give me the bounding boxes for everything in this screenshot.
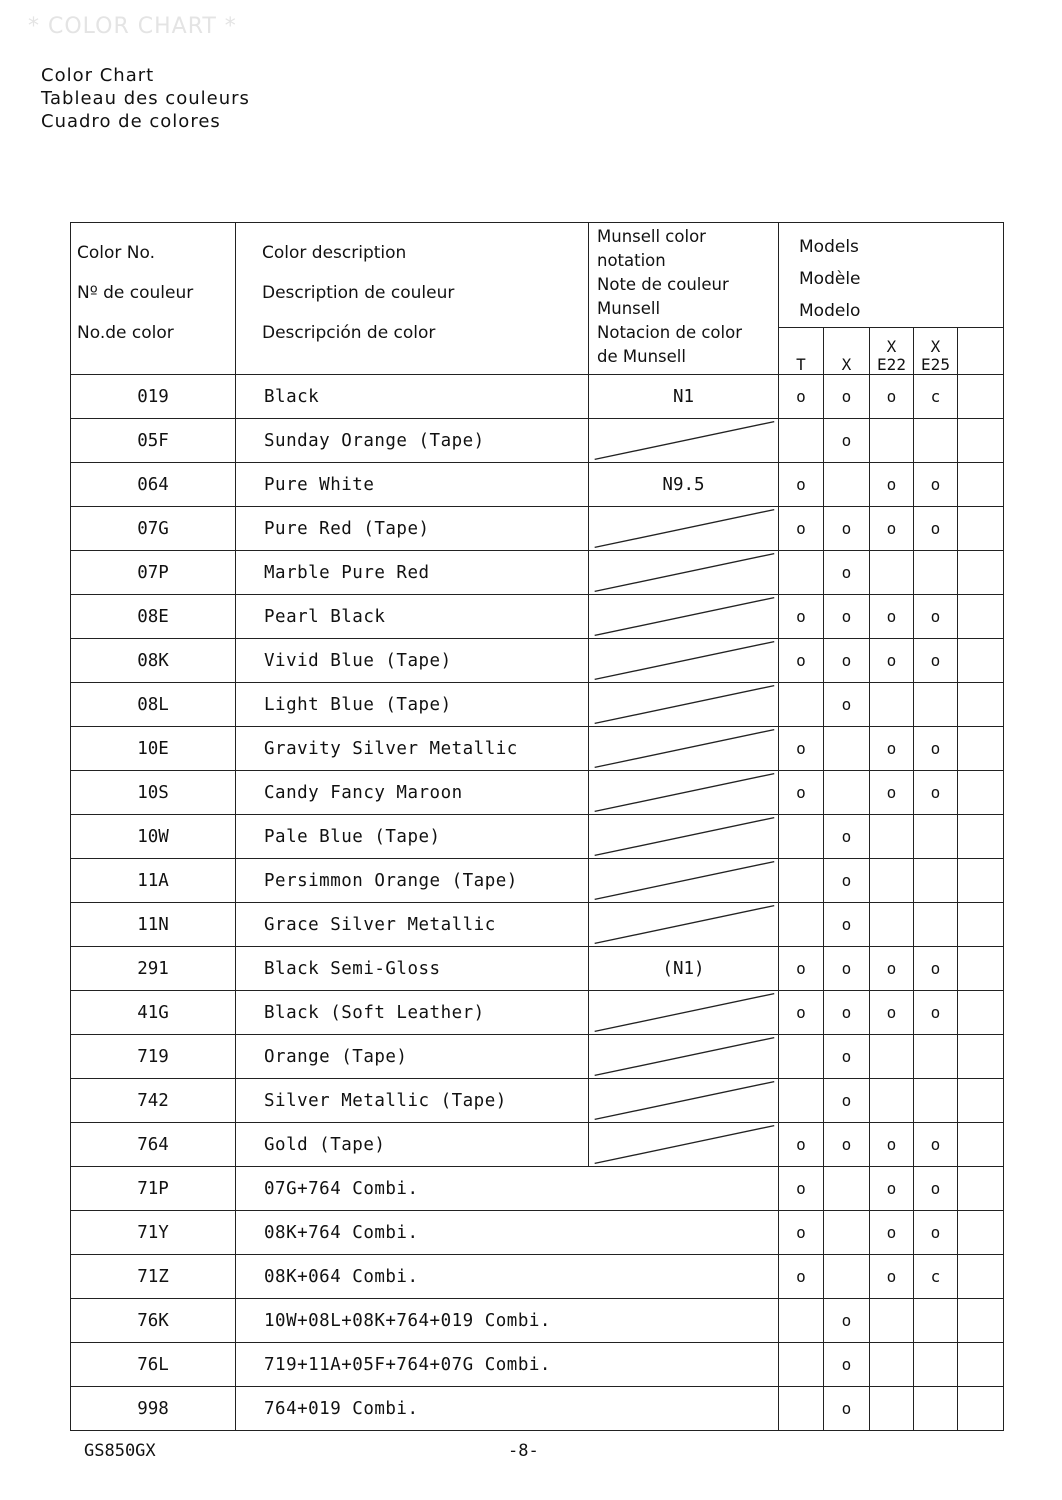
color-number: 719: [71, 1035, 236, 1079]
model-availability-mark: [870, 1387, 914, 1431]
model-availability-mark: [958, 903, 1004, 947]
model-availability-mark: o: [824, 1343, 870, 1387]
model-availability-mark: [870, 859, 914, 903]
color-description: Vivid Blue (Tape): [236, 639, 589, 683]
color-description: Pearl Black: [236, 595, 589, 639]
model-availability-mark: [870, 903, 914, 947]
model-availability-mark: [958, 1211, 1004, 1255]
color-number: 764: [71, 1123, 236, 1167]
model-availability-mark: [914, 1079, 958, 1123]
model-availability-mark: o: [870, 1211, 914, 1255]
model-availability-mark: o: [824, 1079, 870, 1123]
diagonal-slash: [589, 815, 778, 858]
model-availability-mark: [958, 771, 1004, 815]
model-availability-mark: o: [824, 1299, 870, 1343]
diagonal-slash: [589, 683, 778, 726]
model-availability-mark: [958, 639, 1004, 683]
model-availability-mark: [914, 1343, 958, 1387]
model-availability-mark: [958, 1343, 1004, 1387]
model-availability-mark: o: [870, 639, 914, 683]
color-description: Pale Blue (Tape): [236, 815, 589, 859]
title-english: Color Chart: [41, 65, 155, 86]
title-french: Tableau des couleurs: [41, 88, 250, 109]
table-row: [71, 463, 1004, 507]
color-description: Pure White: [236, 463, 589, 507]
color-description: Gold (Tape): [236, 1123, 589, 1167]
header-description-es: Descripción de color: [262, 323, 436, 343]
model-availability-mark: [958, 815, 1004, 859]
header-color-no-es: No.de color: [77, 323, 174, 343]
color-number: 064: [71, 463, 236, 507]
model-availability-mark: [914, 551, 958, 595]
color-number: 71Y: [71, 1211, 236, 1255]
table-row: [71, 991, 1004, 1035]
model-availability-mark: [779, 815, 824, 859]
model-availability-mark: [958, 1255, 1004, 1299]
color-number: 019: [71, 375, 236, 419]
color-number: 76L: [71, 1343, 236, 1387]
model-availability-mark: [870, 1035, 914, 1079]
diagonal-slash: [589, 639, 778, 682]
color-number: 10E: [71, 727, 236, 771]
diagonal-slash: [589, 903, 778, 946]
table-row: [71, 1343, 1004, 1387]
model-availability-mark: [914, 815, 958, 859]
munsell-not-applicable: [589, 419, 779, 463]
model-availability-mark: [824, 1167, 870, 1211]
header-models-fr: Modèle: [799, 269, 861, 289]
model-availability-mark: [779, 1299, 824, 1343]
model-availability-mark: [958, 859, 1004, 903]
model-availability-mark: [914, 903, 958, 947]
model-availability-mark: [958, 1299, 1004, 1343]
model-availability-mark: [870, 683, 914, 727]
munsell-not-applicable: [589, 551, 779, 595]
color-number: 76K: [71, 1299, 236, 1343]
model-availability-mark: [824, 463, 870, 507]
table-row: [71, 1123, 1004, 1167]
header-color-no-fr: Nº de couleur: [77, 283, 194, 303]
table-row: [71, 1387, 1004, 1431]
diagonal-slash: [589, 859, 778, 902]
color-number: 71Z: [71, 1255, 236, 1299]
model-availability-mark: o: [870, 991, 914, 1035]
color-description: Sunday Orange (Tape): [236, 419, 589, 463]
color-description: Black: [236, 375, 589, 419]
model-availability-mark: [870, 419, 914, 463]
table-row: [71, 1079, 1004, 1123]
header-description-en: Color description: [262, 243, 407, 263]
model-availability-mark: [958, 1387, 1004, 1431]
model-availability-mark: [958, 375, 1004, 419]
munsell-not-applicable: [589, 1123, 779, 1167]
munsell-not-applicable: [589, 815, 779, 859]
color-description: Orange (Tape): [236, 1035, 589, 1079]
model-availability-mark: [779, 1387, 824, 1431]
header-color-no-en: Color No.: [77, 243, 156, 263]
diagonal-slash: [589, 727, 778, 770]
model-column-header: [870, 328, 914, 375]
model-availability-mark: [779, 859, 824, 903]
model-availability-mark: o: [824, 1123, 870, 1167]
color-description: Light Blue (Tape): [236, 683, 589, 727]
model-availability-mark: o: [914, 507, 958, 551]
model-availability-mark: [958, 727, 1004, 771]
model-availability-mark: o: [870, 595, 914, 639]
table-row: [71, 771, 1004, 815]
model-availability-mark: o: [870, 1167, 914, 1211]
model-column-header: [958, 328, 1004, 375]
model-availability-mark: [779, 419, 824, 463]
model-availability-mark: o: [779, 1211, 824, 1255]
model-availability-mark: [958, 1035, 1004, 1079]
model-availability-mark: [870, 1299, 914, 1343]
model-column-prefix: X: [886, 337, 897, 356]
model-availability-mark: o: [870, 1123, 914, 1167]
page-number: -8-: [508, 1441, 539, 1461]
model-availability-mark: o: [824, 595, 870, 639]
color-number: 07G: [71, 507, 236, 551]
header-models-en: Models: [799, 237, 859, 257]
model-availability-mark: o: [914, 727, 958, 771]
header-munsell-line: Notacion de color: [597, 323, 742, 342]
color-number: 291: [71, 947, 236, 991]
munsell-not-applicable: [589, 595, 779, 639]
model-column-header: [824, 328, 870, 375]
model-availability-mark: o: [779, 1255, 824, 1299]
diagonal-slash: [589, 551, 778, 594]
color-number: 08K: [71, 639, 236, 683]
diagonal-slash: [589, 1123, 778, 1166]
color-description: 719+11A+05F+764+07G Combi.: [236, 1343, 779, 1387]
model-availability-mark: [958, 1079, 1004, 1123]
color-description: Black (Soft Leather): [236, 991, 589, 1035]
model-availability-mark: o: [914, 463, 958, 507]
color-number: 11A: [71, 859, 236, 903]
color-number: 05F: [71, 419, 236, 463]
model-availability-mark: o: [779, 727, 824, 771]
color-number: 08L: [71, 683, 236, 727]
model-availability-mark: o: [824, 507, 870, 551]
munsell-not-applicable: [589, 683, 779, 727]
model-availability-mark: [914, 1035, 958, 1079]
model-column-header: [779, 328, 824, 375]
model-availability-mark: [914, 1387, 958, 1431]
model-availability-mark: [914, 683, 958, 727]
model-availability-mark: [779, 683, 824, 727]
model-column-header: [914, 328, 958, 375]
munsell-not-applicable: [589, 991, 779, 1035]
model-availability-mark: [870, 551, 914, 595]
model-availability-mark: o: [824, 639, 870, 683]
model-availability-mark: [958, 991, 1004, 1035]
model-availability-mark: [958, 463, 1004, 507]
table-row: [71, 639, 1004, 683]
header-munsell-line: Munsell color: [597, 227, 706, 246]
model-availability-mark: o: [824, 859, 870, 903]
table-row: [71, 1035, 1004, 1079]
color-number: 998: [71, 1387, 236, 1431]
model-column-code: E22: [877, 355, 906, 374]
header-description: [236, 223, 589, 375]
table-row: [71, 419, 1004, 463]
table-row: [71, 903, 1004, 947]
munsell-not-applicable: [589, 507, 779, 551]
table-row: [71, 1211, 1004, 1255]
title-spanish: Cuadro de colores: [41, 111, 221, 132]
model-availability-mark: o: [779, 1123, 824, 1167]
model-availability-mark: o: [870, 507, 914, 551]
model-availability-mark: [958, 947, 1004, 991]
model-column-code: X: [841, 355, 852, 374]
color-chart-table: [70, 222, 1004, 1431]
munsell-not-applicable: [589, 1035, 779, 1079]
model-availability-mark: [779, 903, 824, 947]
diagonal-slash: [589, 991, 778, 1034]
model-availability-mark: o: [824, 683, 870, 727]
model-availability-mark: [824, 1255, 870, 1299]
color-description: Persimmon Orange (Tape): [236, 859, 589, 903]
model-availability-mark: o: [824, 419, 870, 463]
table-row: [71, 507, 1004, 551]
table-row: [71, 595, 1004, 639]
model-column-prefix: X: [930, 337, 941, 356]
color-description: 10W+08L+08K+764+019 Combi.: [236, 1299, 779, 1343]
model-availability-mark: o: [870, 1255, 914, 1299]
model-availability-mark: o: [870, 947, 914, 991]
munsell-not-applicable: [589, 727, 779, 771]
header-munsell-line: Munsell: [597, 299, 661, 318]
table-row: [71, 683, 1004, 727]
color-description: 07G+764 Combi.: [236, 1167, 779, 1211]
color-number: 742: [71, 1079, 236, 1123]
color-number: 07P: [71, 551, 236, 595]
color-description: Gravity Silver Metallic: [236, 727, 589, 771]
model-availability-mark: [870, 1343, 914, 1387]
model-column-code: T: [796, 355, 806, 374]
model-availability-mark: [779, 1035, 824, 1079]
header-models-es: Modelo: [799, 301, 861, 321]
model-availability-mark: c: [914, 1255, 958, 1299]
model-availability-mark: [958, 595, 1004, 639]
model-availability-mark: o: [779, 463, 824, 507]
model-column-code: E25: [921, 355, 950, 374]
color-description: Candy Fancy Maroon: [236, 771, 589, 815]
diagonal-slash: [589, 771, 778, 814]
model-availability-mark: o: [824, 1035, 870, 1079]
munsell-not-applicable: [589, 859, 779, 903]
model-availability-mark: [870, 815, 914, 859]
color-description: 08K+764 Combi.: [236, 1211, 779, 1255]
model-availability-mark: o: [914, 1211, 958, 1255]
table-row: [71, 551, 1004, 595]
header-mark: * COLOR CHART *: [28, 14, 237, 39]
model-availability-mark: [914, 1299, 958, 1343]
header-color-no: [71, 223, 236, 375]
model-availability-mark: o: [824, 1387, 870, 1431]
model-availability-mark: [779, 1079, 824, 1123]
chart-titles: [41, 64, 250, 133]
color-description: Marble Pure Red: [236, 551, 589, 595]
model-availability-mark: o: [870, 375, 914, 419]
table-row: [71, 1299, 1004, 1343]
diagonal-slash: [589, 595, 778, 638]
color-description: Silver Metallic (Tape): [236, 1079, 589, 1123]
table-row: [71, 727, 1004, 771]
color-description: 08K+064 Combi.: [236, 1255, 779, 1299]
model-availability-mark: o: [914, 1123, 958, 1167]
model-availability-mark: o: [914, 639, 958, 683]
model-availability-mark: o: [824, 991, 870, 1035]
model-availability-mark: [824, 1211, 870, 1255]
munsell-not-applicable: [589, 903, 779, 947]
model-availability-mark: o: [914, 991, 958, 1035]
model-availability-mark: c: [914, 375, 958, 419]
model-availability-mark: [824, 727, 870, 771]
table-row: [71, 375, 1004, 419]
model-availability-mark: o: [779, 771, 824, 815]
model-availability-mark: o: [824, 815, 870, 859]
color-description: Grace Silver Metallic: [236, 903, 589, 947]
model-availability-mark: o: [779, 1167, 824, 1211]
color-number: 71P: [71, 1167, 236, 1211]
diagonal-slash: [589, 507, 778, 550]
model-availability-mark: o: [870, 727, 914, 771]
model-availability-mark: [779, 551, 824, 595]
model-availability-mark: o: [824, 551, 870, 595]
model-availability-mark: [779, 1343, 824, 1387]
munsell-not-applicable: [589, 771, 779, 815]
model-availability-mark: o: [779, 595, 824, 639]
table-row: [71, 947, 1004, 991]
color-number: 08E: [71, 595, 236, 639]
model-availability-mark: o: [824, 903, 870, 947]
table-body: [71, 375, 1004, 1431]
model-availability-mark: [870, 1079, 914, 1123]
model-availability-mark: [958, 683, 1004, 727]
model-availability-mark: [914, 859, 958, 903]
color-number: 10S: [71, 771, 236, 815]
model-availability-mark: o: [824, 375, 870, 419]
model-availability-mark: o: [914, 947, 958, 991]
model-availability-mark: o: [914, 595, 958, 639]
diagonal-slash: [589, 419, 778, 462]
header-munsell-line: Note de couleur: [597, 275, 729, 294]
header-models: [779, 223, 1004, 328]
table-row: [71, 1255, 1004, 1299]
table-row: [71, 1167, 1004, 1211]
header-munsell-line: notation: [597, 251, 666, 270]
munsell-notation: N9.5: [589, 463, 779, 507]
model-availability-mark: o: [914, 1167, 958, 1211]
model-availability-mark: o: [779, 947, 824, 991]
munsell-not-applicable: [589, 1079, 779, 1123]
munsell-notation: N1: [589, 375, 779, 419]
model-availability-mark: o: [779, 639, 824, 683]
header-munsell: [589, 223, 779, 375]
model-availability-mark: [824, 771, 870, 815]
color-description: Pure Red (Tape): [236, 507, 589, 551]
header-description-fr: Description de couleur: [262, 283, 455, 303]
color-number: 11N: [71, 903, 236, 947]
model-availability-mark: o: [870, 771, 914, 815]
model-availability-mark: [958, 419, 1004, 463]
footer-model: GS850GX: [84, 1441, 156, 1461]
model-availability-mark: o: [779, 991, 824, 1035]
table-row: [71, 815, 1004, 859]
color-description: Black Semi-Gloss: [236, 947, 589, 991]
model-availability-mark: [914, 419, 958, 463]
model-availability-mark: o: [870, 463, 914, 507]
model-availability-mark: o: [779, 507, 824, 551]
munsell-not-applicable: [589, 639, 779, 683]
table-row: [71, 859, 1004, 903]
header-munsell-line: de Munsell: [597, 347, 686, 366]
color-number: 10W: [71, 815, 236, 859]
diagonal-slash: [589, 1035, 778, 1078]
model-availability-mark: o: [779, 375, 824, 419]
model-availability-mark: [958, 1123, 1004, 1167]
model-availability-mark: [958, 507, 1004, 551]
model-availability-mark: [958, 551, 1004, 595]
diagonal-slash: [589, 1079, 778, 1122]
model-availability-mark: o: [824, 947, 870, 991]
munsell-notation: (N1): [589, 947, 779, 991]
color-description: 764+019 Combi.: [236, 1387, 779, 1431]
header-row: [71, 223, 1004, 328]
model-availability-mark: [958, 1167, 1004, 1211]
model-availability-mark: o: [914, 771, 958, 815]
color-number: 41G: [71, 991, 236, 1035]
